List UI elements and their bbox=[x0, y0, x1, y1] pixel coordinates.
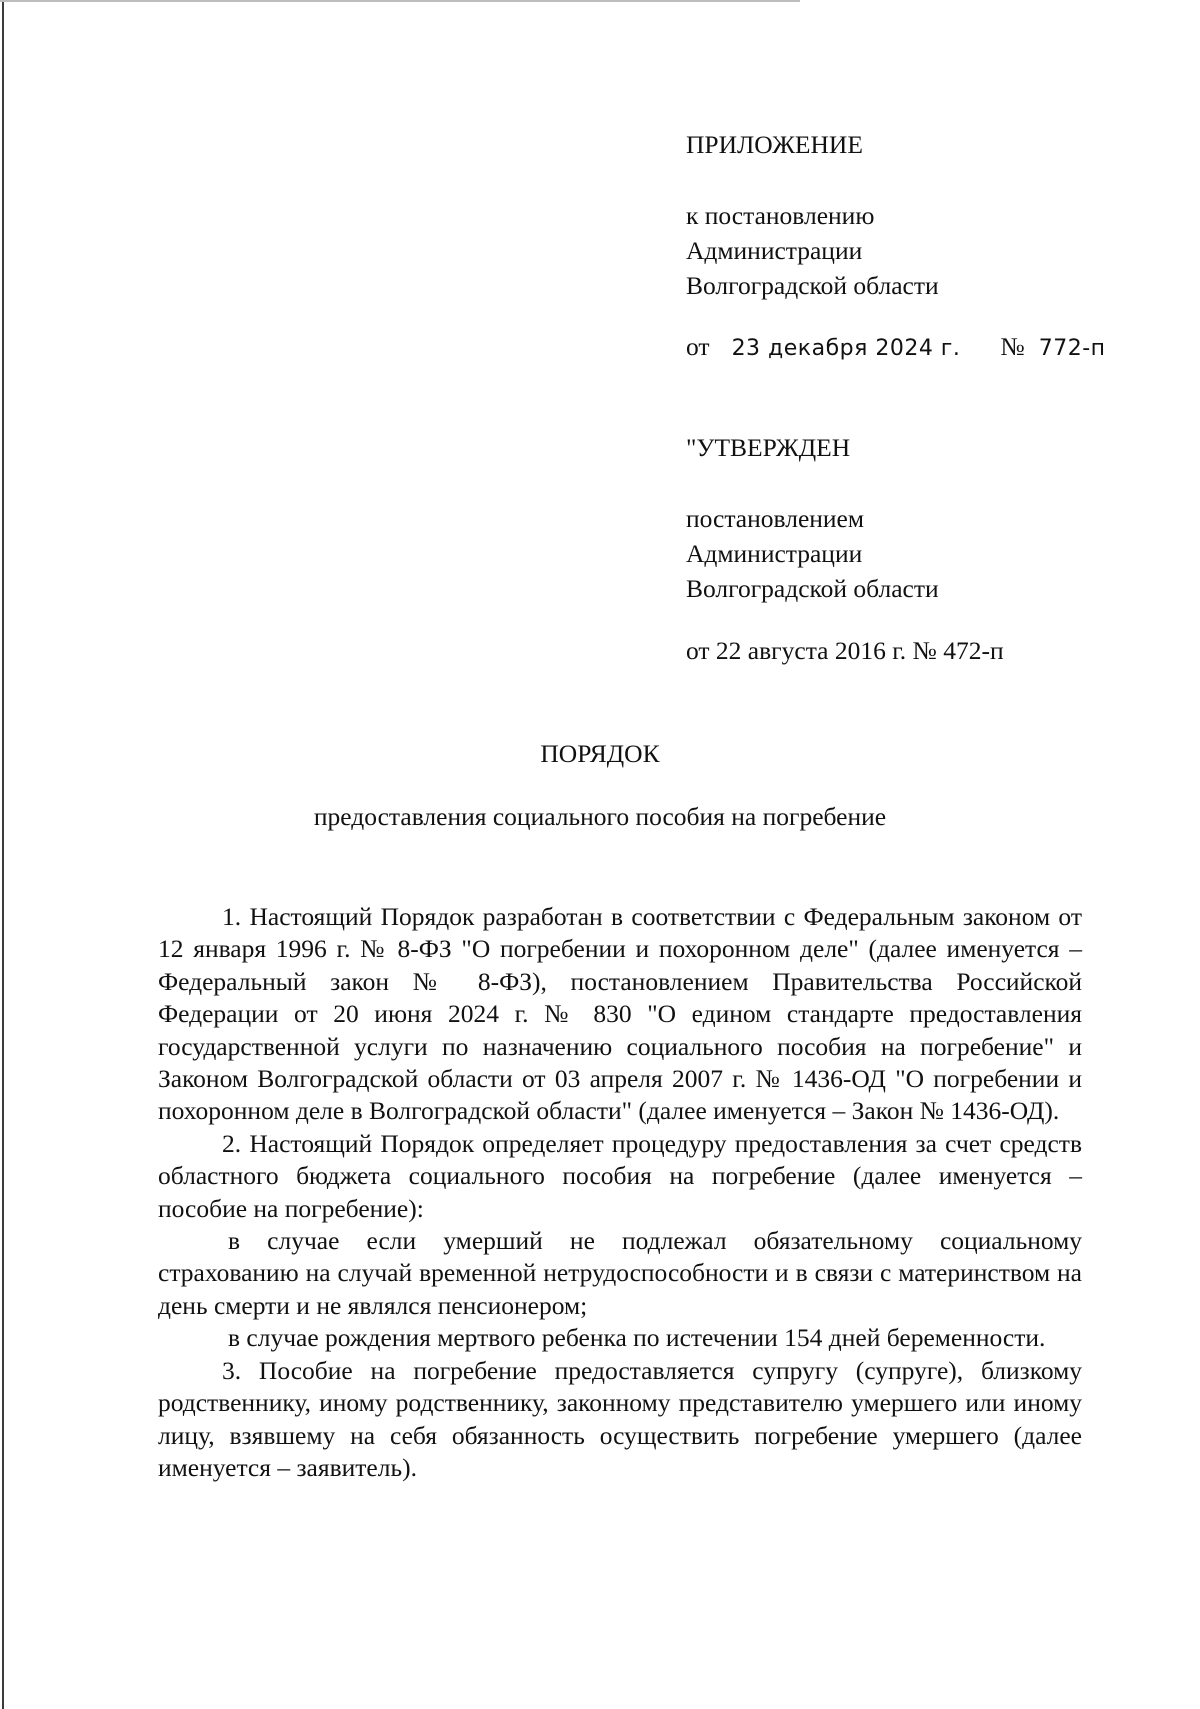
document-title: ПОРЯДОК bbox=[540, 739, 660, 768]
annex-reference-line: Администрации bbox=[686, 236, 863, 265]
annex-date-prefix: от bbox=[686, 332, 710, 361]
approved-date-number: от 22 августа 2016 г. № 472-п bbox=[686, 636, 1004, 665]
paragraph-2-case-2: в случае рождения мертвого ребенка по истечении 154 дней беременности. bbox=[228, 1323, 1046, 1353]
document-subtitle: предоставления социального пособия на погребение bbox=[313, 802, 887, 831]
paragraph-3: 3. Пособие на погребение предоставляется супругу (супруге), близкому родственнику, иному родственнику, законному представителю умершего или иному лицу, взявшему на себя обязанность осуществить погребение умершего (далее именуется – заявитель). bbox=[158, 1355, 1082, 1482]
annex-date-number bbox=[686, 329, 1106, 366]
scan-edge-left bbox=[2, 0, 4, 1709]
approved-title: "УТВЕРЖДЕН bbox=[686, 433, 851, 462]
approved-reference-line: Администрации bbox=[686, 539, 863, 568]
paragraph-1: 1. Настоящий Порядок разработан в соответствии с Федеральным законом от 12 января 1996 г. № 8-ФЗ "О погребении и похоронном деле" (далее именуется – Федеральный закон № 8-ФЗ), постановлением Правительства Российской Федерации от 20 июня 2024 г. № 830 "О едином стандарте предоставления государственной услуги по назначению социального пособия на погребение" и Законом Волгоградской области от 03 апреля 2007 г. № 1436-ОД "О погребении и похоронном деле в Волгоградской области" (далее именуется – Закон № 1436-ОД). bbox=[158, 902, 1082, 1126]
approved-reference-line: Волгоградской области bbox=[686, 574, 939, 603]
annex-number-value: 772-п bbox=[1038, 336, 1106, 361]
document-body bbox=[158, 901, 1082, 1484]
annex-reference-line: к постановлению bbox=[686, 201, 875, 230]
approved-reference bbox=[686, 501, 939, 606]
annex-number-sign: № bbox=[1000, 332, 1025, 361]
annex-date-value: 23 декабря 2024 г. bbox=[731, 336, 961, 361]
paragraph-2-case-1: в случае если умерший не подлежал обязательному социальному страхованию на случай временной нетрудоспособности и в связи с материнством на день смерти и не являлся пенсионером; bbox=[158, 1226, 1082, 1320]
approved-reference-line: постановлением bbox=[686, 504, 865, 533]
annex-reference-line: Волгоградской области bbox=[686, 271, 939, 300]
scan-edge-top bbox=[0, 0, 800, 2]
paragraph-2: 2. Настоящий Порядок определяет процедуру предоставления за счет средств областного бюджета социального пособия на погребение (далее именуется – пособие на погребение): bbox=[158, 1128, 1082, 1223]
annex-reference bbox=[686, 198, 939, 303]
annex-title: ПРИЛОЖЕНИЕ bbox=[686, 130, 863, 159]
